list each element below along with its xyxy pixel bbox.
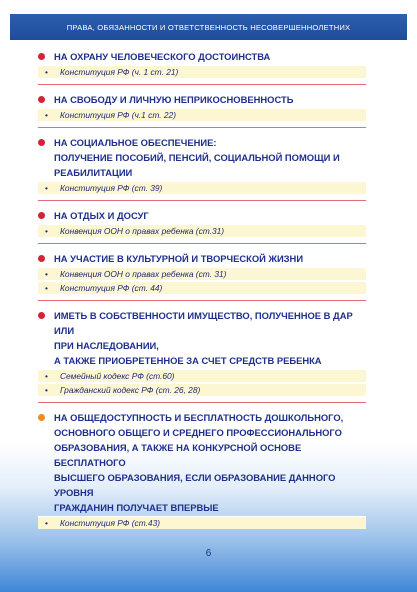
red-bullet-icon [38, 212, 45, 219]
rights-section [38, 49, 366, 85]
legal-reference: • Гражданский кодекс РФ (ст. 26, 28) [38, 383, 366, 396]
red-bullet-icon [38, 312, 45, 319]
rights-list [38, 49, 366, 542]
section-title: НА УЧАСТИЕ В КУЛЬТУРНОЙ И ТВОРЧЕСКОЙ ЖИЗНИ [38, 251, 366, 266]
rights-section [38, 208, 366, 244]
page-header [10, 14, 407, 40]
rights-section [38, 251, 366, 301]
section-title: НА ОХРАНУ ЧЕЛОВЕЧЕСКОГО ДОСТОИНСТВА [38, 49, 366, 64]
page-number: 6 [205, 548, 212, 559]
legal-reference: • Конвенция ООН о правах ребенка (ст.31) [38, 224, 366, 237]
section-title: НА ОБЩЕДОСТУПНОСТЬ И БЕСПЛАТНОСТЬ ДОШКОЛЬНОГО, ОСНОВНОГО ОБЩЕГО И СРЕДНЕГО ПРОФЕССИОНАЛЬНОГО ОБРАЗОВАНИЯ, А ТАКЖЕ НА КОНКУРСНОЙ ОСНОВЕ БЕСПЛАТНОГО ВЫСШЕГО ОБРАЗОВАНИЯ, ЕСЛИ ОБРАЗОВАНИЕ ДАННОГО УРОВНЯ ГРАЖДАНИН ПОЛУЧАЕТ ВПЕРВЫЕ [38, 410, 366, 515]
legal-reference: • Конституция РФ (ст.43) [38, 516, 366, 529]
orange-bullet-icon [38, 414, 45, 421]
red-bullet-icon [38, 96, 45, 103]
header-title: ПРАВА, ОБЯЗАННОСТИ И ОТВЕТСТВЕННОСТЬ НЕСОВЕРШЕННОЛЕТНИХ [66, 22, 351, 32]
rights-section [38, 92, 366, 128]
legal-reference: • Конституция РФ (ч.1 ст. 22) [38, 108, 366, 121]
legal-reference: • Конституция РФ (ст. 39) [38, 181, 366, 194]
rights-section [38, 135, 366, 201]
red-bullet-icon [38, 255, 45, 262]
rights-section [38, 308, 366, 403]
legal-reference: • Семейный кодекс РФ (ст.60) [38, 369, 366, 382]
section-title: НА ОТДЫХ И ДОСУГ [38, 208, 366, 223]
section-title: ИМЕТЬ В СОБСТВЕННОСТИ ИМУЩЕСТВО, ПОЛУЧЕННОЕ В ДАР ИЛИ ПРИ НАСЛЕДОВАНИИ, А ТАКЖЕ ПРИОБРЕТЕННОЕ ЗА СЧЕТ СРЕДСТВ РЕБЕНКА [38, 308, 366, 368]
red-bullet-icon [38, 139, 45, 146]
section-title: НА СВОБОДУ И ЛИЧНУЮ НЕПРИКОСНОВЕННОСТЬ [38, 92, 366, 107]
red-bullet-icon [38, 53, 45, 60]
legal-reference: • Конституция РФ (ст. 44) [38, 281, 366, 294]
legal-reference: • Конституция РФ (ч. 1 ст. 21) [38, 65, 366, 78]
section-title: НА СОЦИАЛЬНОЕ ОБЕСПЕЧЕНИЕ: ПОЛУЧЕНИЕ ПОСОБИЙ, ПЕНСИЙ, СОЦИАЛЬНОЙ ПОМОЩИ И РЕАБИЛИТАЦИИ [38, 135, 366, 180]
legal-reference: • Конвенция ООН о правах ребенка (ст. 31) [38, 267, 366, 280]
rights-section [38, 410, 366, 535]
